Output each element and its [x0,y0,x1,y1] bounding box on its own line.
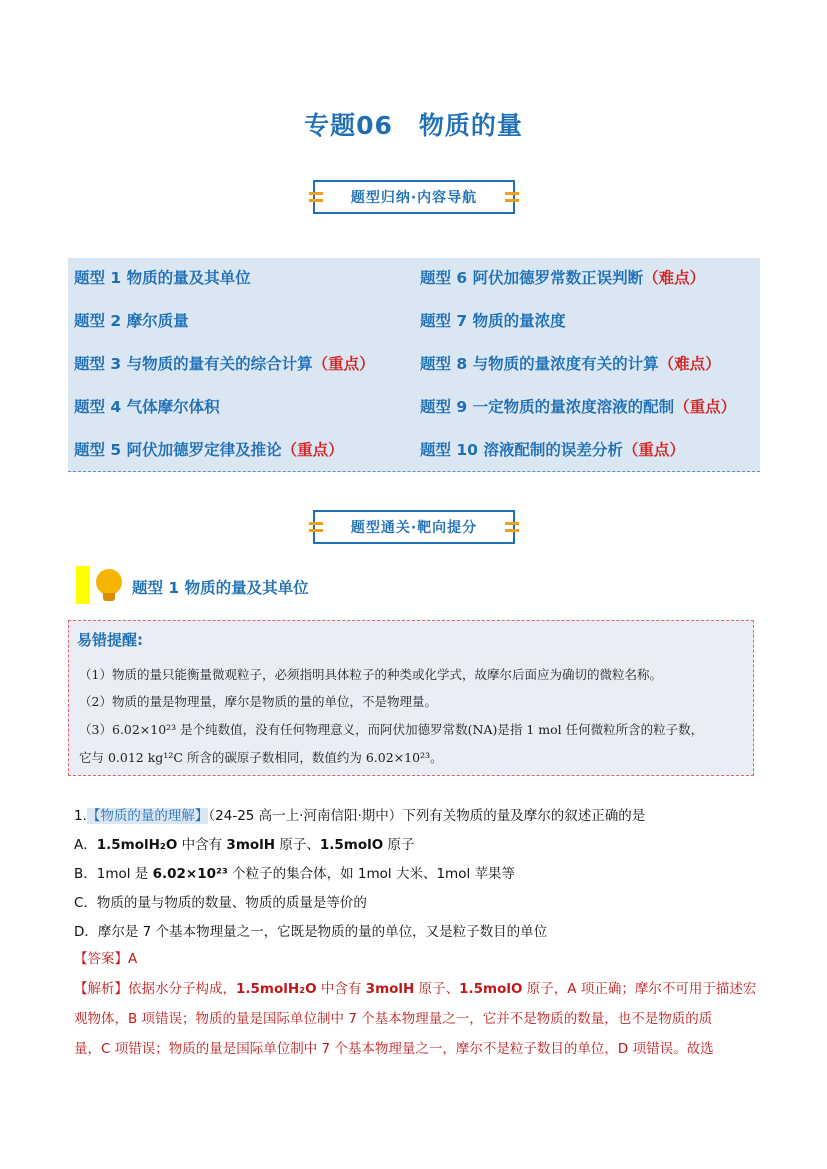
tip-line-2: （2）物质的量是物理量，摩尔是物质的量的单位，不是物理量。 [79,694,437,709]
option-d[interactable]: D．摩尔是 7 个基本物理量之一，它既是物质的量的单位，又是粒子数目的单位 [74,924,548,940]
nav-item-8[interactable]: 题型 8 与物质的量浓度有关的计算（难点） [420,355,721,373]
nav-item-5[interactable]: 题型 5 阿伏加德罗定律及推论（重点） [74,441,344,459]
section-heading [76,566,376,606]
banner-label: 题型归纳·内容导航 [350,190,478,206]
answer: 【答案】A [74,951,138,967]
section-banner-nav [313,180,515,214]
option-a[interactable]: A．1.5molH₂O 中含有 3molH 原子、1.5molO 原子 [74,837,415,853]
question-stem: 1.【物质的量的理解】（24-25 高一上·河南信阳·期中）下列有关物质的量及摩尔的叙述正确的是 [74,808,646,824]
section-title: 题型 1 物质的量及其单位 [132,579,309,597]
tip-line-4: 它与 0.012 kg¹²C 所含的碳原子数相同，数值约为 6.02×10²³。 [79,750,443,765]
nav-item-6[interactable]: 题型 6 阿伏加德罗常数正误判断（难点） [420,269,706,287]
explanation-line-3: 量，C 项错误；物质的量是国际单位制中 7 个基本物理量之一，摩尔不是粒子数目的单位，D 项错误。故选 [74,1041,714,1057]
banner-bars-left-icon [309,522,323,536]
nav-item-4[interactable]: 题型 4 气体摩尔体积 [74,398,220,416]
banner-label: 题型通关·靶向提分 [350,520,478,536]
error-tips-box [68,620,754,776]
section-banner-practice [313,510,515,544]
tips-title: 易错提醒: [77,631,143,649]
option-c[interactable]: C．物质的量与物质的数量、物质的质量是等价的 [74,895,367,911]
explanation-line-2: 观物体，B 项错误；物质的量是国际单位制中 7 个基本物理量之一，它并不是物质的数量，也不是物质的质 [74,1011,713,1027]
highlight-mark [76,566,90,604]
explanation-line-1: 【解析】依据水分子构成，1.5molH₂O 中含有 3molH 原子、1.5molO 原子，A 项正确；摩尔不可用于描述宏 [74,981,757,997]
nav-item-3[interactable]: 题型 3 与物质的量有关的综合计算（重点） [74,355,375,373]
tip-line-1: （1）物质的量只能衡量微观粒子，必须指明具体粒子的种类或化学式，故摩尔后面应为确切的微粒名称。 [79,667,662,682]
nav-item-1[interactable]: 题型 1 物质的量及其单位 [74,269,251,287]
tip-line-3: （3）6.02×10²³ 是个纯数值，没有任何物理意义，而阿伏加德罗常数(NA)是指 1 mol 任何微粒所含的粒子数， [79,722,704,737]
nav-item-9[interactable]: 题型 9 一定物质的量浓度溶液的配制（重点） [420,398,737,416]
nav-item-7[interactable]: 题型 7 物质的量浓度 [420,312,566,330]
banner-bars-left-icon [309,192,323,206]
topic-navigation [68,258,760,472]
page-title: 专题06 物质的量 [304,111,523,140]
question-tag: 【物质的量的理解】 [86,808,209,824]
lightbulb-base [103,593,115,601]
nav-item-10[interactable]: 题型 10 溶液配制的误差分析（重点） [420,441,685,459]
banner-bars-right-icon [505,522,519,536]
nav-item-2[interactable]: 题型 2 摩尔质量 [74,312,189,330]
lightbulb-icon [96,569,122,595]
banner-bars-right-icon [505,192,519,206]
option-b[interactable]: B．1mol 是 6.02×10²³ 个粒子的集合体，如 1mol 大米、1mol 苹果等 [74,866,516,882]
